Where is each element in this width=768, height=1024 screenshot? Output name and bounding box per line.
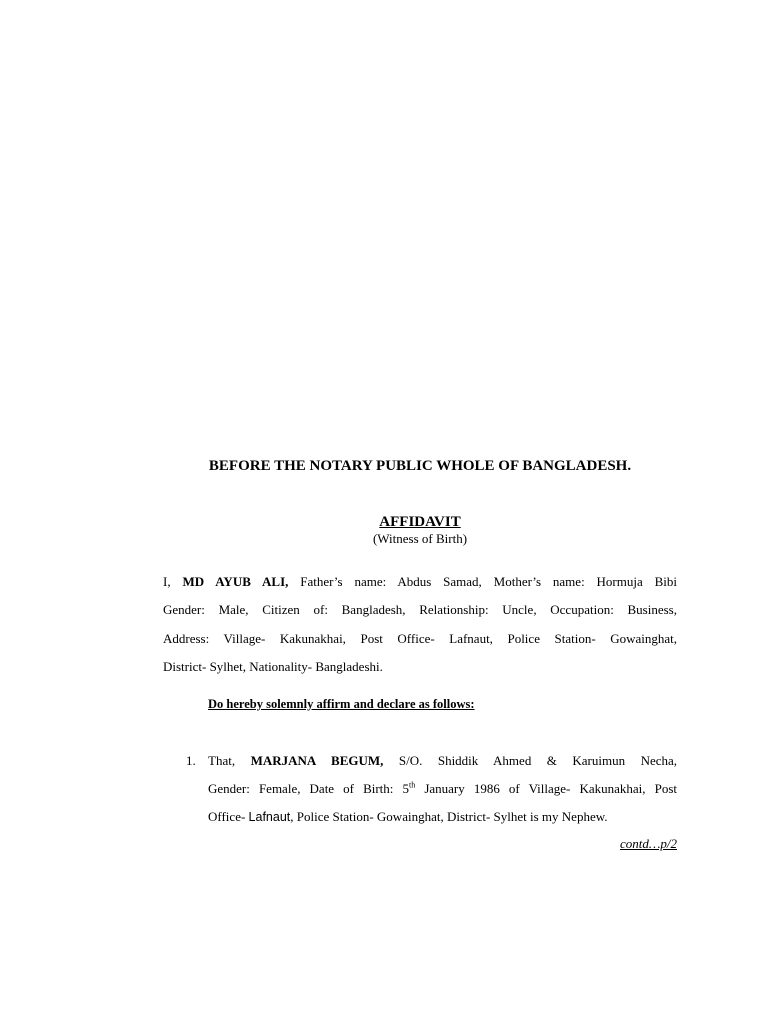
item-line-1 — [208, 747, 677, 775]
intro-line-1 — [163, 568, 677, 596]
item-line-3-b: , Police Station- Gowainghat, District- Sylhet is my Nephew. — [290, 809, 608, 824]
affidavit-title: AFFIDAVIT — [379, 514, 461, 530]
item-line-3 — [208, 803, 677, 831]
item-line-2 — [208, 775, 677, 803]
intro-line-4: District- Sylhet, Nationality- Bangladeshi. — [163, 658, 383, 674]
item-prefix: That, — [208, 753, 251, 768]
intro-line-1-rest: Father’s name: Abdus Samad, Mother’s name: Hormuja Bibi — [288, 574, 677, 589]
item-line-3-a: Office- — [208, 809, 249, 824]
item-body — [208, 747, 677, 831]
continuation-note: contd…p/2 — [619, 836, 677, 851]
subject-name: MARJANA BEGUM, — [250, 753, 384, 768]
item-number: 1. — [186, 753, 196, 768]
item-line-2-b: January 1986 of Village- Kakunakhai, Post — [415, 781, 678, 796]
item-line-3-sans: Lafnaut — [248, 810, 291, 824]
item-line-1-rest: S/O. Shiddik Ahmed & Karuimun Necha, — [383, 753, 678, 768]
deponent-name: MD AYUB ALI, — [182, 574, 289, 589]
notary-heading: BEFORE THE NOTARY PUBLIC WHOLE OF BANGLADESH. — [208, 458, 632, 474]
declaration-item — [186, 747, 677, 831]
intro-line-2: Gender: Male, Citizen of: Bangladesh, Relationship: Uncle, Occupation: Business, — [163, 602, 677, 618]
intro-line-3: Address: Village- Kakunakhai, Post Office- Lafnaut, Police Station- Gowainghat, — [163, 630, 677, 646]
deponent-details-paragraph — [163, 568, 677, 681]
ordinal-suffix: th — [409, 780, 416, 790]
declaration-statement: Do hereby solemnly affirm and declare as follows: — [208, 697, 475, 711]
item-line-2-a: Gender: Female, Date of Birth: 5 — [208, 781, 409, 796]
intro-prefix: I, — [163, 574, 183, 589]
affidavit-subtitle: (Witness of Birth) — [372, 531, 468, 546]
